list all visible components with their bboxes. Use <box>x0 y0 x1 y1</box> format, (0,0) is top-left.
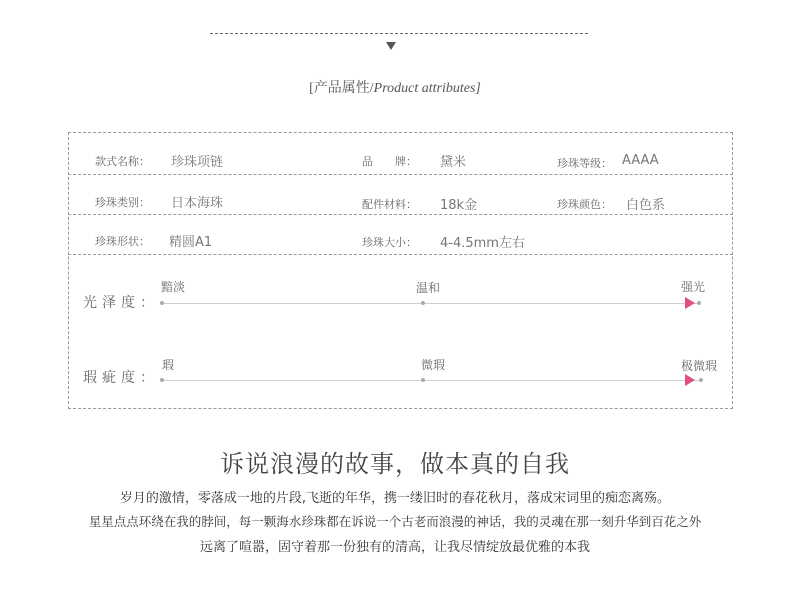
luster-scale-title: 光泽度： <box>83 295 159 311</box>
luster-track <box>162 303 700 304</box>
top-divider <box>210 33 588 34</box>
attr-label-material: 配件材料： <box>362 198 417 211</box>
attr-value-grade: AAAA <box>622 153 659 168</box>
row-divider <box>68 214 733 215</box>
attr-label-style-name: 款式名称： <box>95 155 150 168</box>
flaw-track <box>162 380 700 381</box>
attr-value-style-name: 珍珠项链 <box>171 155 224 170</box>
luster-label-strong: 强光 <box>681 280 706 294</box>
section-title <box>0 77 790 97</box>
flaw-scale-title: 瑕疵度： <box>83 370 159 386</box>
attr-label-grade: 珍珠等级： <box>557 157 612 170</box>
attr-value-material: 18k金 <box>440 198 478 213</box>
attr-value-category: 日本海珠 <box>171 196 224 211</box>
attr-value-color: 白色系 <box>626 198 666 213</box>
section-title-en: Product attributes] <box>373 81 481 96</box>
section-title-cn: [产品属性/ <box>309 81 374 96</box>
attr-value-size: 4-4.5mm左右 <box>440 236 525 251</box>
story-line-2: 星星点点环绕在我的脖间，每一颗海水珍珠都在诉说一个古老而浪漫的神话，我的灵魂在那一刻升华到百花之外 <box>88 514 702 529</box>
story-line-3: 远离了喧嚣，固守着那一份独有的清高，让我尽情绽放最优雅的本我 <box>199 540 590 555</box>
luster-dot-mid <box>421 301 425 305</box>
attr-label-shape: 珍珠形状： <box>95 235 150 248</box>
luster-label-mild: 温和 <box>416 281 441 295</box>
flaw-level-marker <box>685 374 695 386</box>
luster-label-dim: 黯淡 <box>161 280 186 294</box>
story-headline: 诉说浪漫的故事，做本真的自我 <box>220 450 570 478</box>
attr-label-category: 珍珠类别： <box>95 196 150 209</box>
down-arrow-icon <box>386 42 396 50</box>
flaw-dot-start <box>160 378 164 382</box>
row-divider <box>68 174 733 175</box>
flaw-dot-mid <box>421 378 425 382</box>
luster-dot-start <box>160 301 164 305</box>
luster-dot-end <box>697 301 701 305</box>
attr-value-brand: 黛米 <box>440 155 467 170</box>
flaw-dot-end <box>699 378 703 382</box>
flaw-label-slight: 微瑕 <box>421 358 446 372</box>
flaw-label-flaw: 瑕 <box>162 358 175 372</box>
luster-level-marker <box>685 297 695 309</box>
attr-label-color: 珍珠颜色： <box>557 198 612 211</box>
row-divider <box>68 254 733 255</box>
flaw-label-minimal: 极微瑕 <box>681 359 718 373</box>
attr-label-brand: 品 牌： <box>362 155 417 168</box>
attr-value-shape: 精圆A1 <box>169 235 213 250</box>
story-line-1: 岁月的激情，零落成一地的片段,飞逝的年华，携一缕旧时的春花秋月，落成宋词里的痴恋离殇。 <box>119 491 671 506</box>
attr-label-size: 珍珠大小： <box>362 236 417 249</box>
